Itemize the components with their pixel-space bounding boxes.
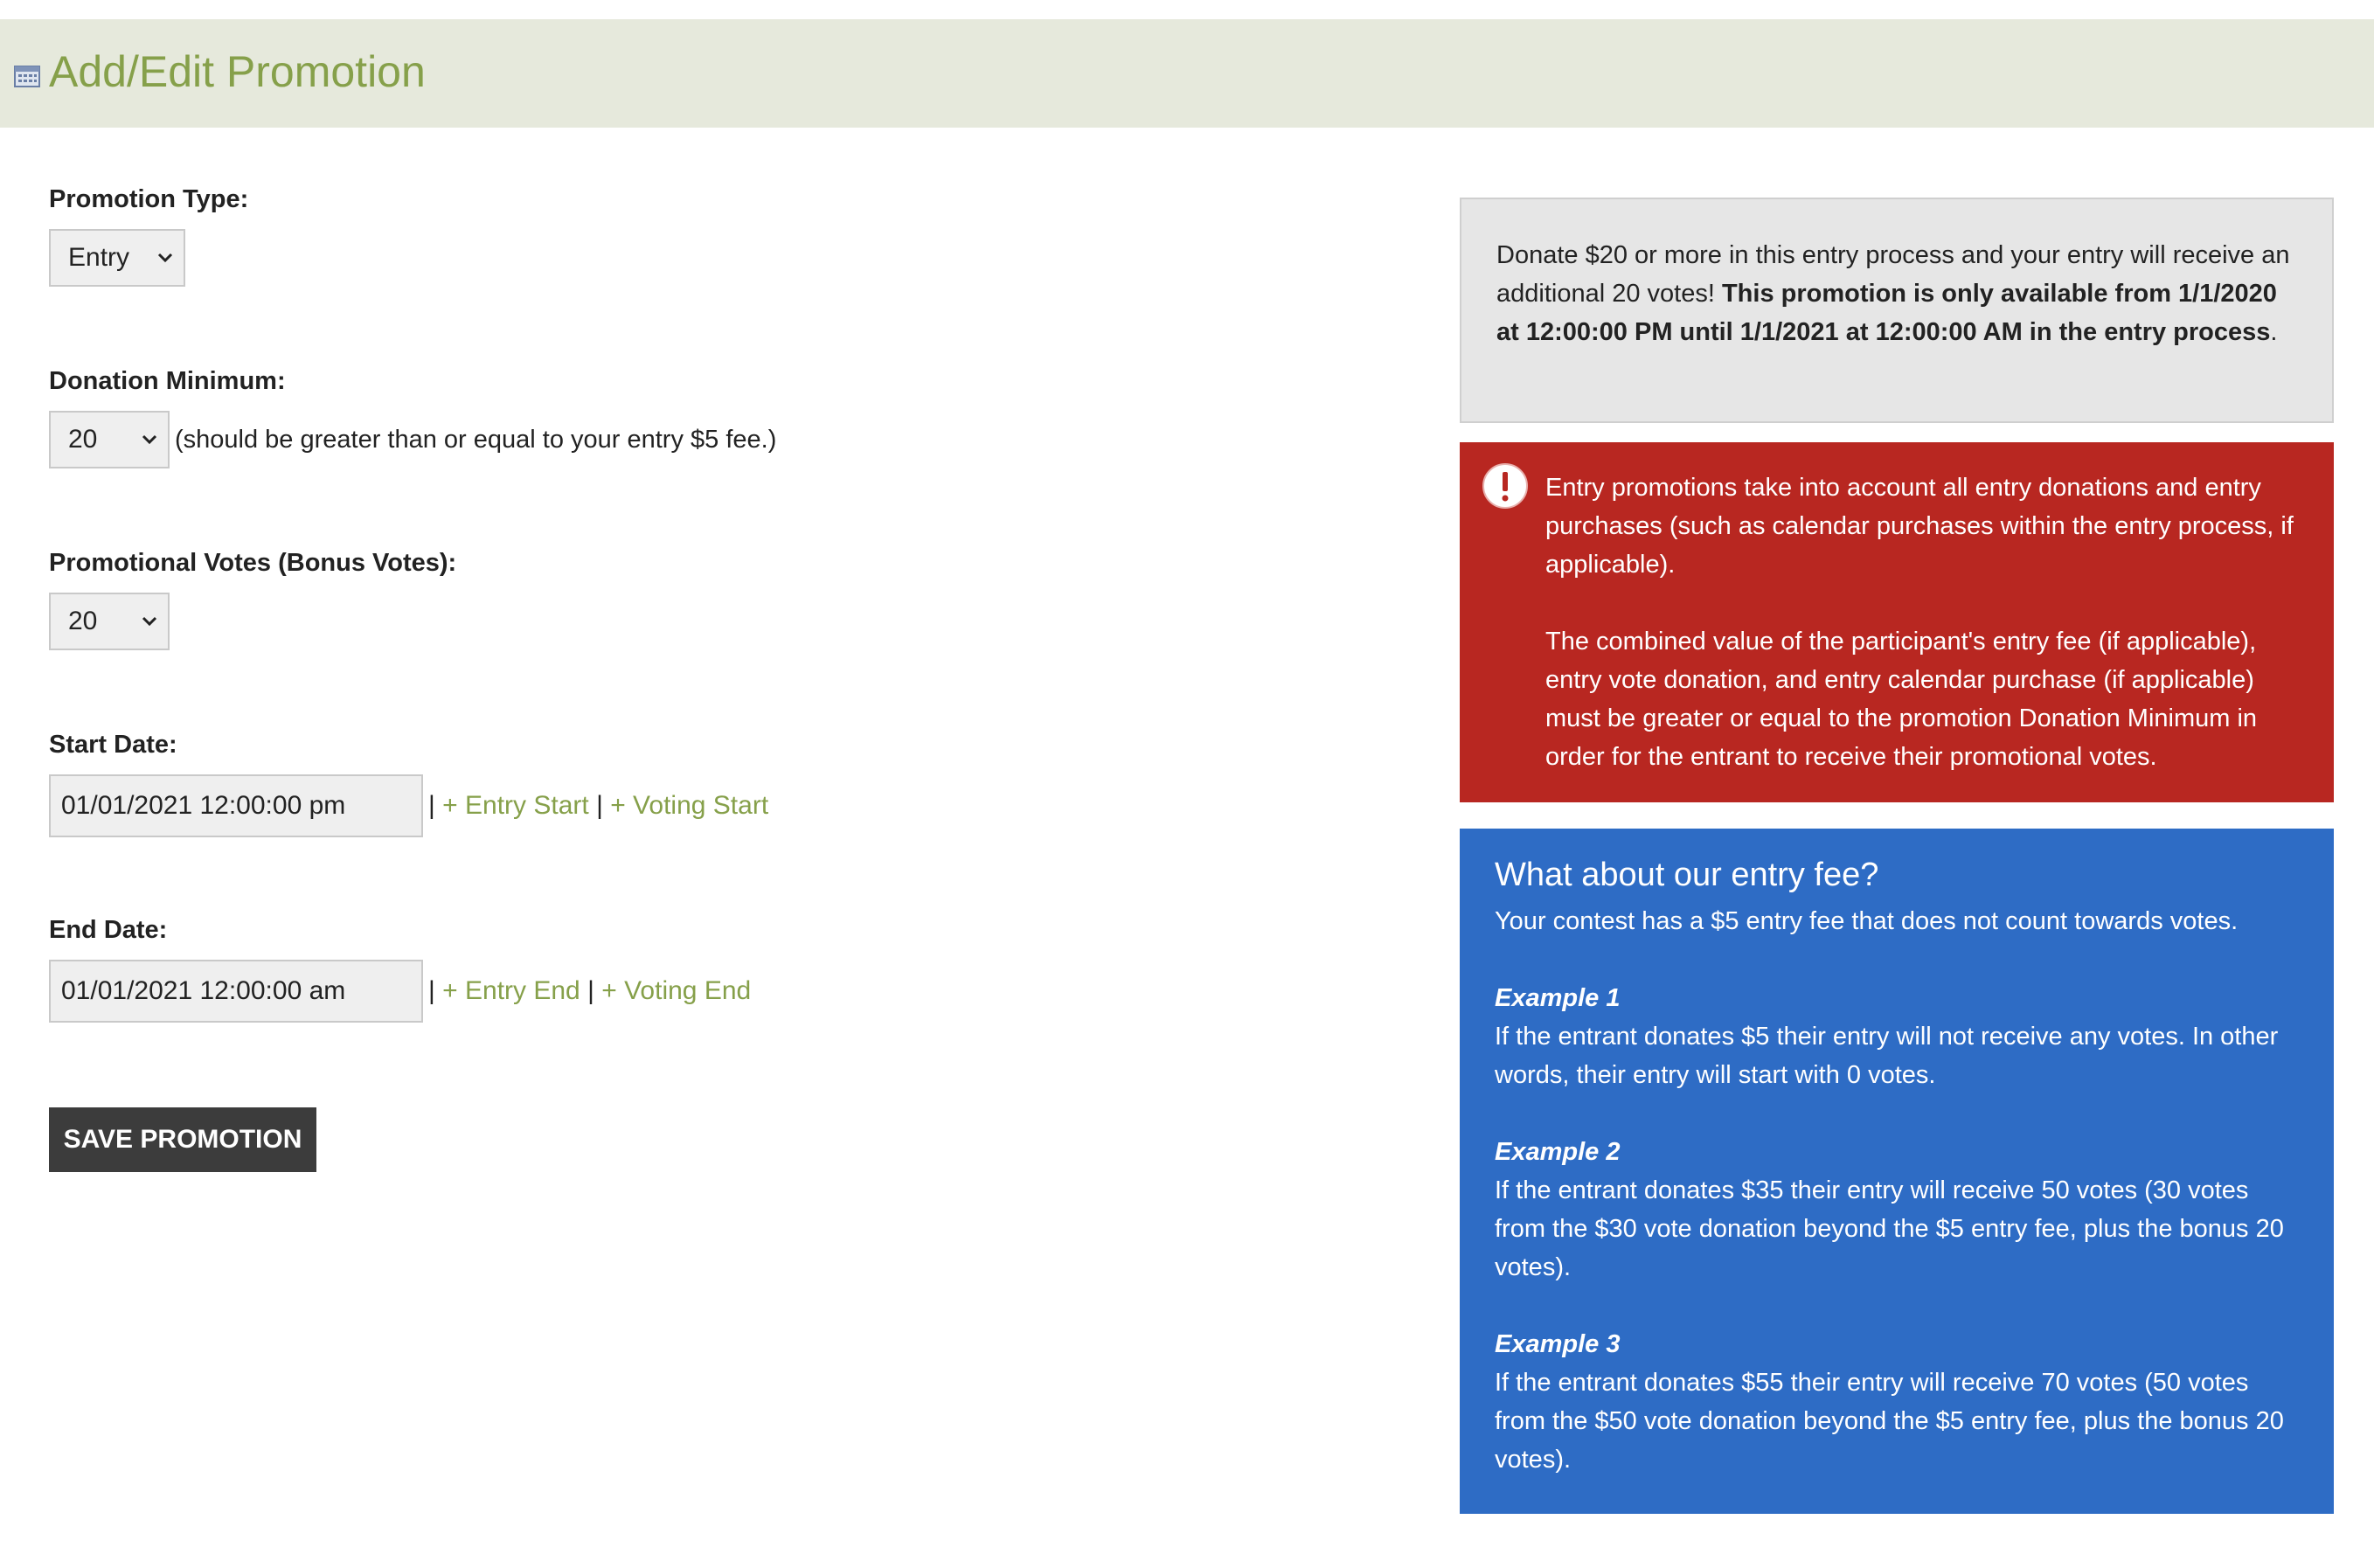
example-title: Example 1: [1495, 984, 1621, 1012]
example-block: [1495, 1133, 2299, 1287]
donation-minimum-select[interactable]: [49, 411, 170, 468]
voting-start-link[interactable]: + Voting Start: [610, 791, 769, 820]
entry-start-link[interactable]: + Entry Start: [442, 791, 589, 820]
info-intro: Your contest has a $5 entry fee that does not count towards votes.: [1495, 907, 2239, 935]
example-title: Example 3: [1495, 1330, 1621, 1358]
end-date-input[interactable]: 01/01/2021 12:00:00 am: [49, 960, 423, 1023]
chevron-down-icon: [152, 245, 178, 271]
chevron-down-icon: [136, 608, 163, 635]
promotion-type-value: Entry: [68, 243, 130, 272]
page-title: Add/Edit Promotion: [49, 47, 426, 96]
entry-fee-info-panel: [1460, 829, 2334, 1514]
separator: |: [428, 791, 435, 820]
alert-paragraph: Entry promotions take into account all entry donations and entry purchases (such as calendar purchases within the entry process, if applicable).: [1545, 474, 2294, 579]
summary-availability: This promotion is only available from 1/1/2020 at 12:00:00 PM until 1/1/2021 at 12:00:00 AM in the entry process: [1496, 280, 2277, 346]
exclamation-circle-icon: [1481, 461, 1530, 510]
end-date-shortcuts: [428, 976, 751, 1006]
promotion-type-select[interactable]: [49, 229, 185, 287]
summary-end: .: [2270, 318, 2278, 346]
start-date-shortcuts: [428, 791, 768, 821]
separator: |: [596, 791, 603, 820]
calendar-icon: [14, 65, 40, 87]
promotional-votes-value: 20: [68, 607, 98, 635]
example-block: [1495, 1325, 2299, 1479]
example-title: Example 2: [1495, 1138, 1621, 1166]
example-text: If the entrant donates $5 their entry will not receive any votes. In other words, their entry will start with 0 votes.: [1495, 1023, 2279, 1089]
promotion-type-label: Promotion Type:: [49, 185, 249, 213]
entry-end-link[interactable]: + Entry End: [442, 976, 580, 1005]
summary-text: Donate $20 or more in this entry process and your entry will receive an additional 20 votes!: [1496, 241, 2290, 308]
info-title: What about our entry fee?: [1495, 857, 1879, 893]
example-text: If the entrant donates $35 their entry will receive 50 votes (30 votes from the $30 vote donation beyond the $5 entry fee, plus the bonus 20 votes).: [1495, 1176, 2284, 1281]
start-date-label: Start Date:: [49, 731, 177, 759]
entry-promotion-alert: [1460, 442, 2334, 802]
end-date-label: End Date:: [49, 916, 168, 944]
separator: |: [428, 976, 435, 1005]
save-promotion-button[interactable]: SAVE PROMOTION: [49, 1107, 316, 1172]
page-header: [0, 19, 2374, 128]
promotional-votes-label: Promotional Votes (Bonus Votes):: [49, 549, 457, 577]
donation-minimum-label: Donation Minimum:: [49, 367, 286, 395]
alert-paragraph: The combined value of the participant's entry fee (if applicable), entry vote donation, and entry calendar purchase (if applicable) must be greater or equal to the promotion Donation Minimum in order for the entrant to receive their promotional votes.: [1545, 628, 2258, 771]
promotional-votes-select[interactable]: [49, 593, 170, 650]
voting-end-link[interactable]: + Voting End: [601, 976, 752, 1005]
example-block: [1495, 979, 2299, 1094]
donation-minimum-value: 20: [68, 425, 98, 454]
donation-minimum-hint: (should be greater than or equal to your entry $5 fee.): [175, 426, 777, 454]
separator: |: [587, 976, 594, 1005]
start-date-input[interactable]: 01/01/2021 12:00:00 pm: [49, 774, 423, 837]
example-text: If the entrant donates $55 their entry will receive 70 votes (50 votes from the $50 vote donation beyond the $5 entry fee, plus the bonus 20 votes).: [1495, 1369, 2284, 1474]
promotion-summary-panel: [1460, 198, 2334, 423]
chevron-down-icon: [136, 427, 163, 453]
